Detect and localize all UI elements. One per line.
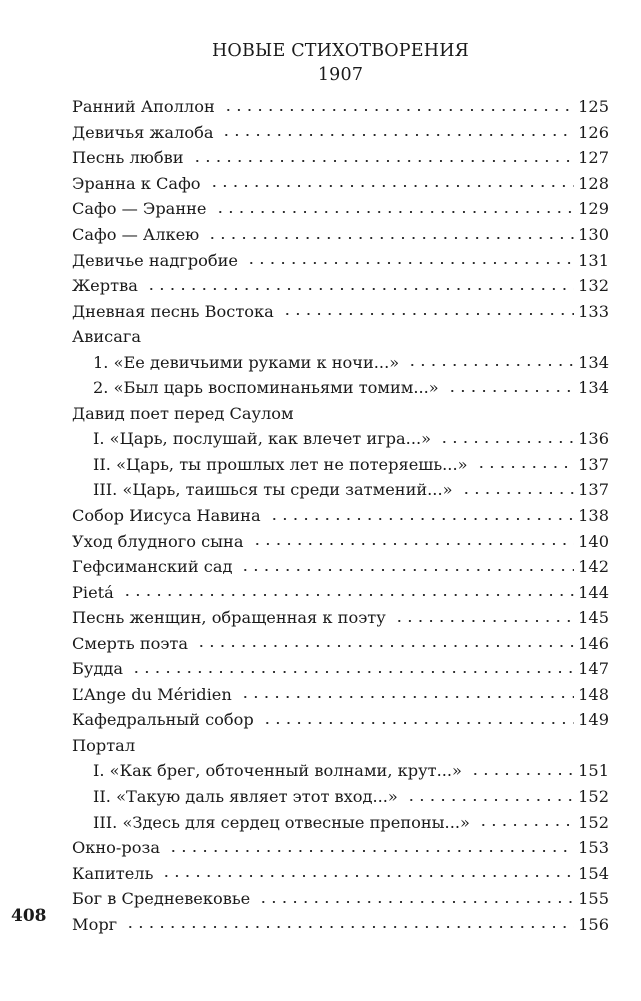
toc-entry <box>72 247 609 273</box>
toc-entry-title: Девичья жалоба <box>72 122 214 142</box>
toc-entry-page: 154 <box>578 863 609 883</box>
toc-entry-title: Давид поет перед Саулом <box>72 403 294 423</box>
toc-entry <box>72 145 609 171</box>
toc-entry-title: III. «Царь, таишься ты среди затмений...» <box>93 480 453 500</box>
toc-entry-page: 136 <box>578 429 609 449</box>
dot-leader <box>131 671 574 673</box>
toc-entry-page: 133 <box>578 301 609 321</box>
toc-entry-page: 128 <box>578 173 609 193</box>
toc-entry-title: Будда <box>72 659 124 679</box>
toc-entry <box>72 503 609 529</box>
toc-entry-title: Смерть поэта <box>72 633 189 653</box>
toc-entry-page: 145 <box>578 608 609 628</box>
toc-subentry <box>72 784 609 810</box>
toc-entry-page: 146 <box>578 633 609 653</box>
toc-entry <box>72 222 609 248</box>
dot-leader <box>246 262 574 264</box>
toc-entry-page: 144 <box>578 582 609 602</box>
dot-leader <box>240 569 574 571</box>
toc-entry <box>72 94 609 120</box>
toc-subentry <box>72 758 609 784</box>
toc-entry-page: 137 <box>578 480 609 500</box>
toc-entry-page: 156 <box>578 914 609 934</box>
toc-group-heading <box>72 401 609 427</box>
toc-entry-page: 129 <box>578 199 609 219</box>
dot-leader <box>192 160 575 162</box>
dot-leader <box>447 390 574 392</box>
toc-entry-title: Жертва <box>72 276 138 296</box>
toc-entry <box>72 579 609 605</box>
dot-leader <box>258 901 574 903</box>
toc-entry <box>72 605 609 631</box>
toc-entry-title: Портал <box>72 735 136 755</box>
toc-subentry <box>72 452 609 478</box>
section-year: 1907 <box>317 65 364 85</box>
toc-entry <box>72 528 609 554</box>
toc-entry <box>72 912 609 938</box>
toc-entry-title: Бог в Средневековье <box>72 889 251 909</box>
toc-entry <box>72 860 609 886</box>
toc-entry <box>72 630 609 656</box>
toc-entry-title: Песнь женщин, обращенная к поэту <box>72 608 386 628</box>
dot-leader <box>439 441 574 443</box>
toc-subentry <box>72 809 609 835</box>
toc-entry-title: 1. «Ее девичьими руками к ночи...» <box>93 352 400 372</box>
toc-entry-page: 149 <box>578 710 609 730</box>
toc-entry-page: 147 <box>578 659 609 679</box>
toc-entry-page: 152 <box>578 812 609 832</box>
toc-entry-title: Эранна к Сафо <box>72 173 201 193</box>
toc-entry-page: 132 <box>578 276 609 296</box>
dot-leader <box>196 645 574 647</box>
dot-leader <box>122 594 574 596</box>
dot-leader <box>407 364 574 366</box>
toc-entry-title: III. «Здесь для сердец отвесные препоны...» <box>93 812 470 832</box>
dot-leader <box>207 237 574 239</box>
toc-entry-title: Сафо — Эранне <box>72 199 207 219</box>
toc-entry-page: 153 <box>578 838 609 858</box>
toc-entry-title: Ранний Аполлон <box>72 97 215 117</box>
toc-entry-title: I. «Как брег, обточенный волнами, крут...» <box>93 761 462 781</box>
toc-entry-title: II. «Царь, ты прошлых лет не потеряешь...» <box>93 454 468 474</box>
toc-entry-page: 142 <box>578 557 609 577</box>
dot-leader <box>394 620 574 622</box>
toc-group-heading <box>72 324 609 350</box>
toc-entry-page: 127 <box>578 148 609 168</box>
dot-leader <box>221 134 574 136</box>
toc-entry-title: 2. «Был царь воспоминаньями томим...» <box>93 378 439 398</box>
toc-entry-page: 140 <box>578 531 609 551</box>
toc-entry-title: Морг <box>72 914 118 934</box>
toc-entry-page: 130 <box>578 225 609 244</box>
toc-entry-page: 134 <box>578 352 609 372</box>
toc-entry <box>72 886 609 912</box>
toc-entry-title: Ависага <box>72 327 142 347</box>
dot-leader <box>406 799 574 801</box>
toc-entry <box>72 656 609 682</box>
toc-entry-title: Капитель <box>72 863 154 883</box>
dot-leader <box>461 492 575 494</box>
dot-leader <box>215 211 575 213</box>
toc-entry-page: 151 <box>578 761 609 781</box>
toc-entry-title: I. «Царь, послушай, как влечет игра...» <box>93 429 432 449</box>
dot-leader <box>125 926 574 928</box>
toc-entry <box>72 196 609 222</box>
toc-entry <box>72 120 609 146</box>
toc-subentry <box>72 375 609 401</box>
page-number: 408 <box>11 906 47 926</box>
toc-entry-page: 137 <box>578 454 609 474</box>
dot-leader <box>209 185 575 187</box>
toc-group-heading <box>72 733 609 759</box>
toc-entry-title: II. «Такую даль являет этот вход...» <box>93 787 398 807</box>
dot-leader <box>161 875 574 877</box>
section-title: НОВЫЕ СТИХОТВОРЕНИЯ <box>211 41 470 61</box>
toc-entry-page: 138 <box>578 506 609 526</box>
toc-entry-page: 131 <box>578 250 609 270</box>
dot-leader <box>223 109 574 111</box>
toc-entry-title: Окно-роза <box>72 838 160 858</box>
toc-entry-page: 152 <box>578 787 609 807</box>
toc-entry-title: Сафо — Алкею <box>72 225 200 244</box>
toc-subentry <box>72 426 609 452</box>
dot-leader <box>252 543 575 545</box>
toc-entry-title: Кафедральный собор <box>72 710 254 730</box>
toc-entry <box>72 171 609 197</box>
toc-entry-page: 148 <box>578 684 609 704</box>
toc-entry <box>72 707 609 733</box>
toc-entry <box>72 682 609 708</box>
toc-entry-page: 134 <box>578 378 609 398</box>
toc-entry-title: Гефсиманский сад <box>72 557 233 577</box>
dot-leader <box>476 466 575 468</box>
dot-leader <box>470 773 574 775</box>
toc-entry-title: Дневная песнь Востока <box>72 301 274 321</box>
toc-entry-page: 126 <box>578 122 609 142</box>
toc-entry-title: L’Ange du Méridien <box>72 684 232 704</box>
toc-entry-title: Pietá <box>72 582 114 602</box>
toc-entry-title: Девичье надгробие <box>72 250 238 270</box>
dot-leader <box>240 696 574 698</box>
toc-entry-title: Песнь любви <box>72 148 184 168</box>
dot-leader <box>282 313 574 315</box>
dot-leader <box>146 288 574 290</box>
toc-entry <box>72 835 609 861</box>
toc-entry <box>72 554 609 580</box>
toc-entry-page: 155 <box>578 889 609 909</box>
dot-leader <box>478 824 574 826</box>
toc-subentry <box>72 349 609 375</box>
dot-leader <box>168 850 574 852</box>
dot-leader <box>269 518 574 520</box>
toc-subentry <box>72 477 609 503</box>
toc-entry <box>72 298 609 324</box>
toc-entry-page: 125 <box>578 97 609 117</box>
toc-entry-title: Собор Иисуса Навина <box>72 506 261 526</box>
toc-entry <box>72 273 609 299</box>
toc-entry-title: Уход блудного сына <box>72 531 244 551</box>
table-of-contents <box>72 94 609 937</box>
dot-leader <box>262 722 574 724</box>
